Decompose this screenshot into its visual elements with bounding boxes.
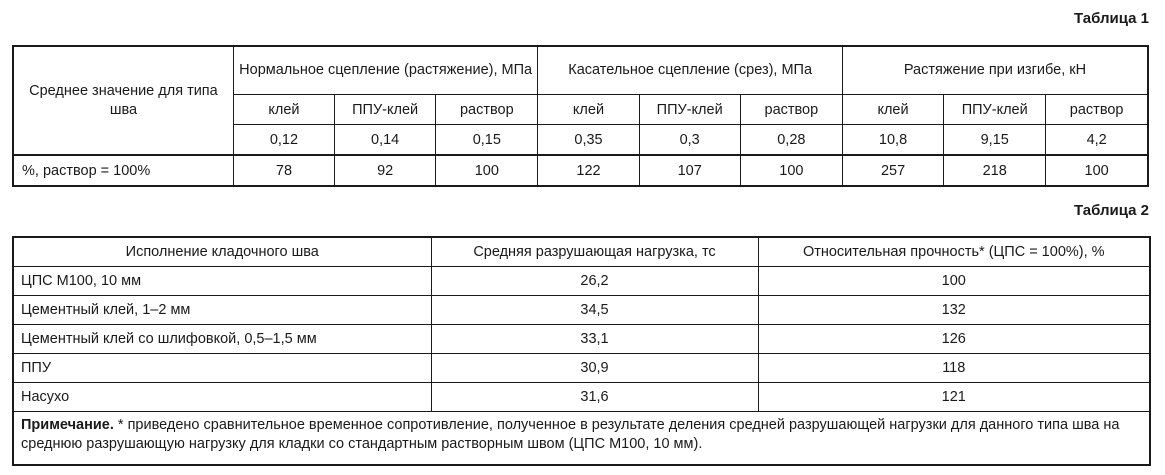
footnote-text: * приведено сравнительное временное сопротивление, полученное в результате деления средней разрушающей нагрузки для данного типа шва на среднюю разрушающую нагрузку для кладки со стандартным растворным швом (ЦПС М100, 10 мм). xyxy=(21,417,1120,452)
subheader-cell: раствор xyxy=(436,95,538,125)
value-cell: 0,3 xyxy=(639,125,740,156)
table-row xyxy=(13,354,1150,383)
row-label: Насухо xyxy=(13,383,431,412)
subheader-cell: ППУ-клей xyxy=(335,95,436,125)
group-header-normal-adhesion: Нормальное сцепление (растяжение), МПа xyxy=(233,46,538,95)
subheader-cell: раствор xyxy=(740,95,842,125)
strength-cell: 121 xyxy=(758,383,1150,412)
percent-cell: 92 xyxy=(335,155,436,186)
strength-cell: 132 xyxy=(758,296,1150,325)
group-header-flexural-tension: Растяжение при изгибе, кН xyxy=(842,46,1148,95)
row-label: ЦПС М100, 10 мм xyxy=(13,267,431,296)
header-relative-strength: Относительная прочность* (ЦПС = 100%), % xyxy=(758,237,1150,267)
percent-cell: 122 xyxy=(538,155,639,186)
value-cell: 0,28 xyxy=(740,125,842,156)
header-joint-type: Исполнение кладочного шва xyxy=(13,237,431,267)
row-header-cell: Среднее значение для типа шва xyxy=(13,46,233,155)
table-row xyxy=(13,383,1150,412)
load-cell: 30,9 xyxy=(431,354,758,383)
subheader-cell: раствор xyxy=(1046,95,1148,125)
value-cell: 0,15 xyxy=(436,125,538,156)
row-label: Цементный клей со шлифовкой, 0,5–1,5 мм xyxy=(13,325,431,354)
value-cell: 9,15 xyxy=(944,125,1046,156)
strength-cell: 118 xyxy=(758,354,1150,383)
subheader-cell: клей xyxy=(538,95,639,125)
masonry-joint-table xyxy=(12,236,1151,466)
value-cell: 4,2 xyxy=(1046,125,1148,156)
load-cell: 31,6 xyxy=(431,383,758,412)
percent-cell: 257 xyxy=(842,155,943,186)
row-label: ППУ xyxy=(13,354,431,383)
percent-cell: 100 xyxy=(740,155,842,186)
subheader-cell: клей xyxy=(842,95,943,125)
load-cell: 33,1 xyxy=(431,325,758,354)
subheader-cell: клей xyxy=(233,95,334,125)
percent-cell: 107 xyxy=(639,155,740,186)
adhesion-strength-table xyxy=(12,45,1149,187)
value-cell: 0,14 xyxy=(335,125,436,156)
table-row xyxy=(13,267,1150,296)
header-average-load: Средняя разрушающая нагрузка, тс xyxy=(431,237,758,267)
table1-caption: Таблица 1 xyxy=(1073,10,1149,27)
strength-cell: 126 xyxy=(758,325,1150,354)
percent-row-label: %, раствор = 100% xyxy=(13,155,233,186)
row-label: Цементный клей, 1–2 мм xyxy=(13,296,431,325)
footnote-title: Примечание. xyxy=(21,417,114,433)
table-row xyxy=(13,325,1150,354)
subheader-cell: ППУ-клей xyxy=(944,95,1046,125)
percent-cell: 218 xyxy=(944,155,1046,186)
percent-cell: 100 xyxy=(1046,155,1148,186)
value-cell: 10,8 xyxy=(842,125,943,156)
subheader-cell: ППУ-клей xyxy=(639,95,740,125)
percent-cell: 78 xyxy=(233,155,334,186)
load-cell: 34,5 xyxy=(431,296,758,325)
load-cell: 26,2 xyxy=(431,267,758,296)
group-header-shear-adhesion: Касательное сцепление (срез), МПа xyxy=(538,46,843,95)
value-cell: 0,12 xyxy=(233,125,334,156)
value-cell: 0,35 xyxy=(538,125,639,156)
percent-cell: 100 xyxy=(436,155,538,186)
table-row xyxy=(13,296,1150,325)
table2-caption: Таблица 2 xyxy=(1073,202,1149,219)
strength-cell: 100 xyxy=(758,267,1150,296)
footnote xyxy=(13,412,1150,466)
